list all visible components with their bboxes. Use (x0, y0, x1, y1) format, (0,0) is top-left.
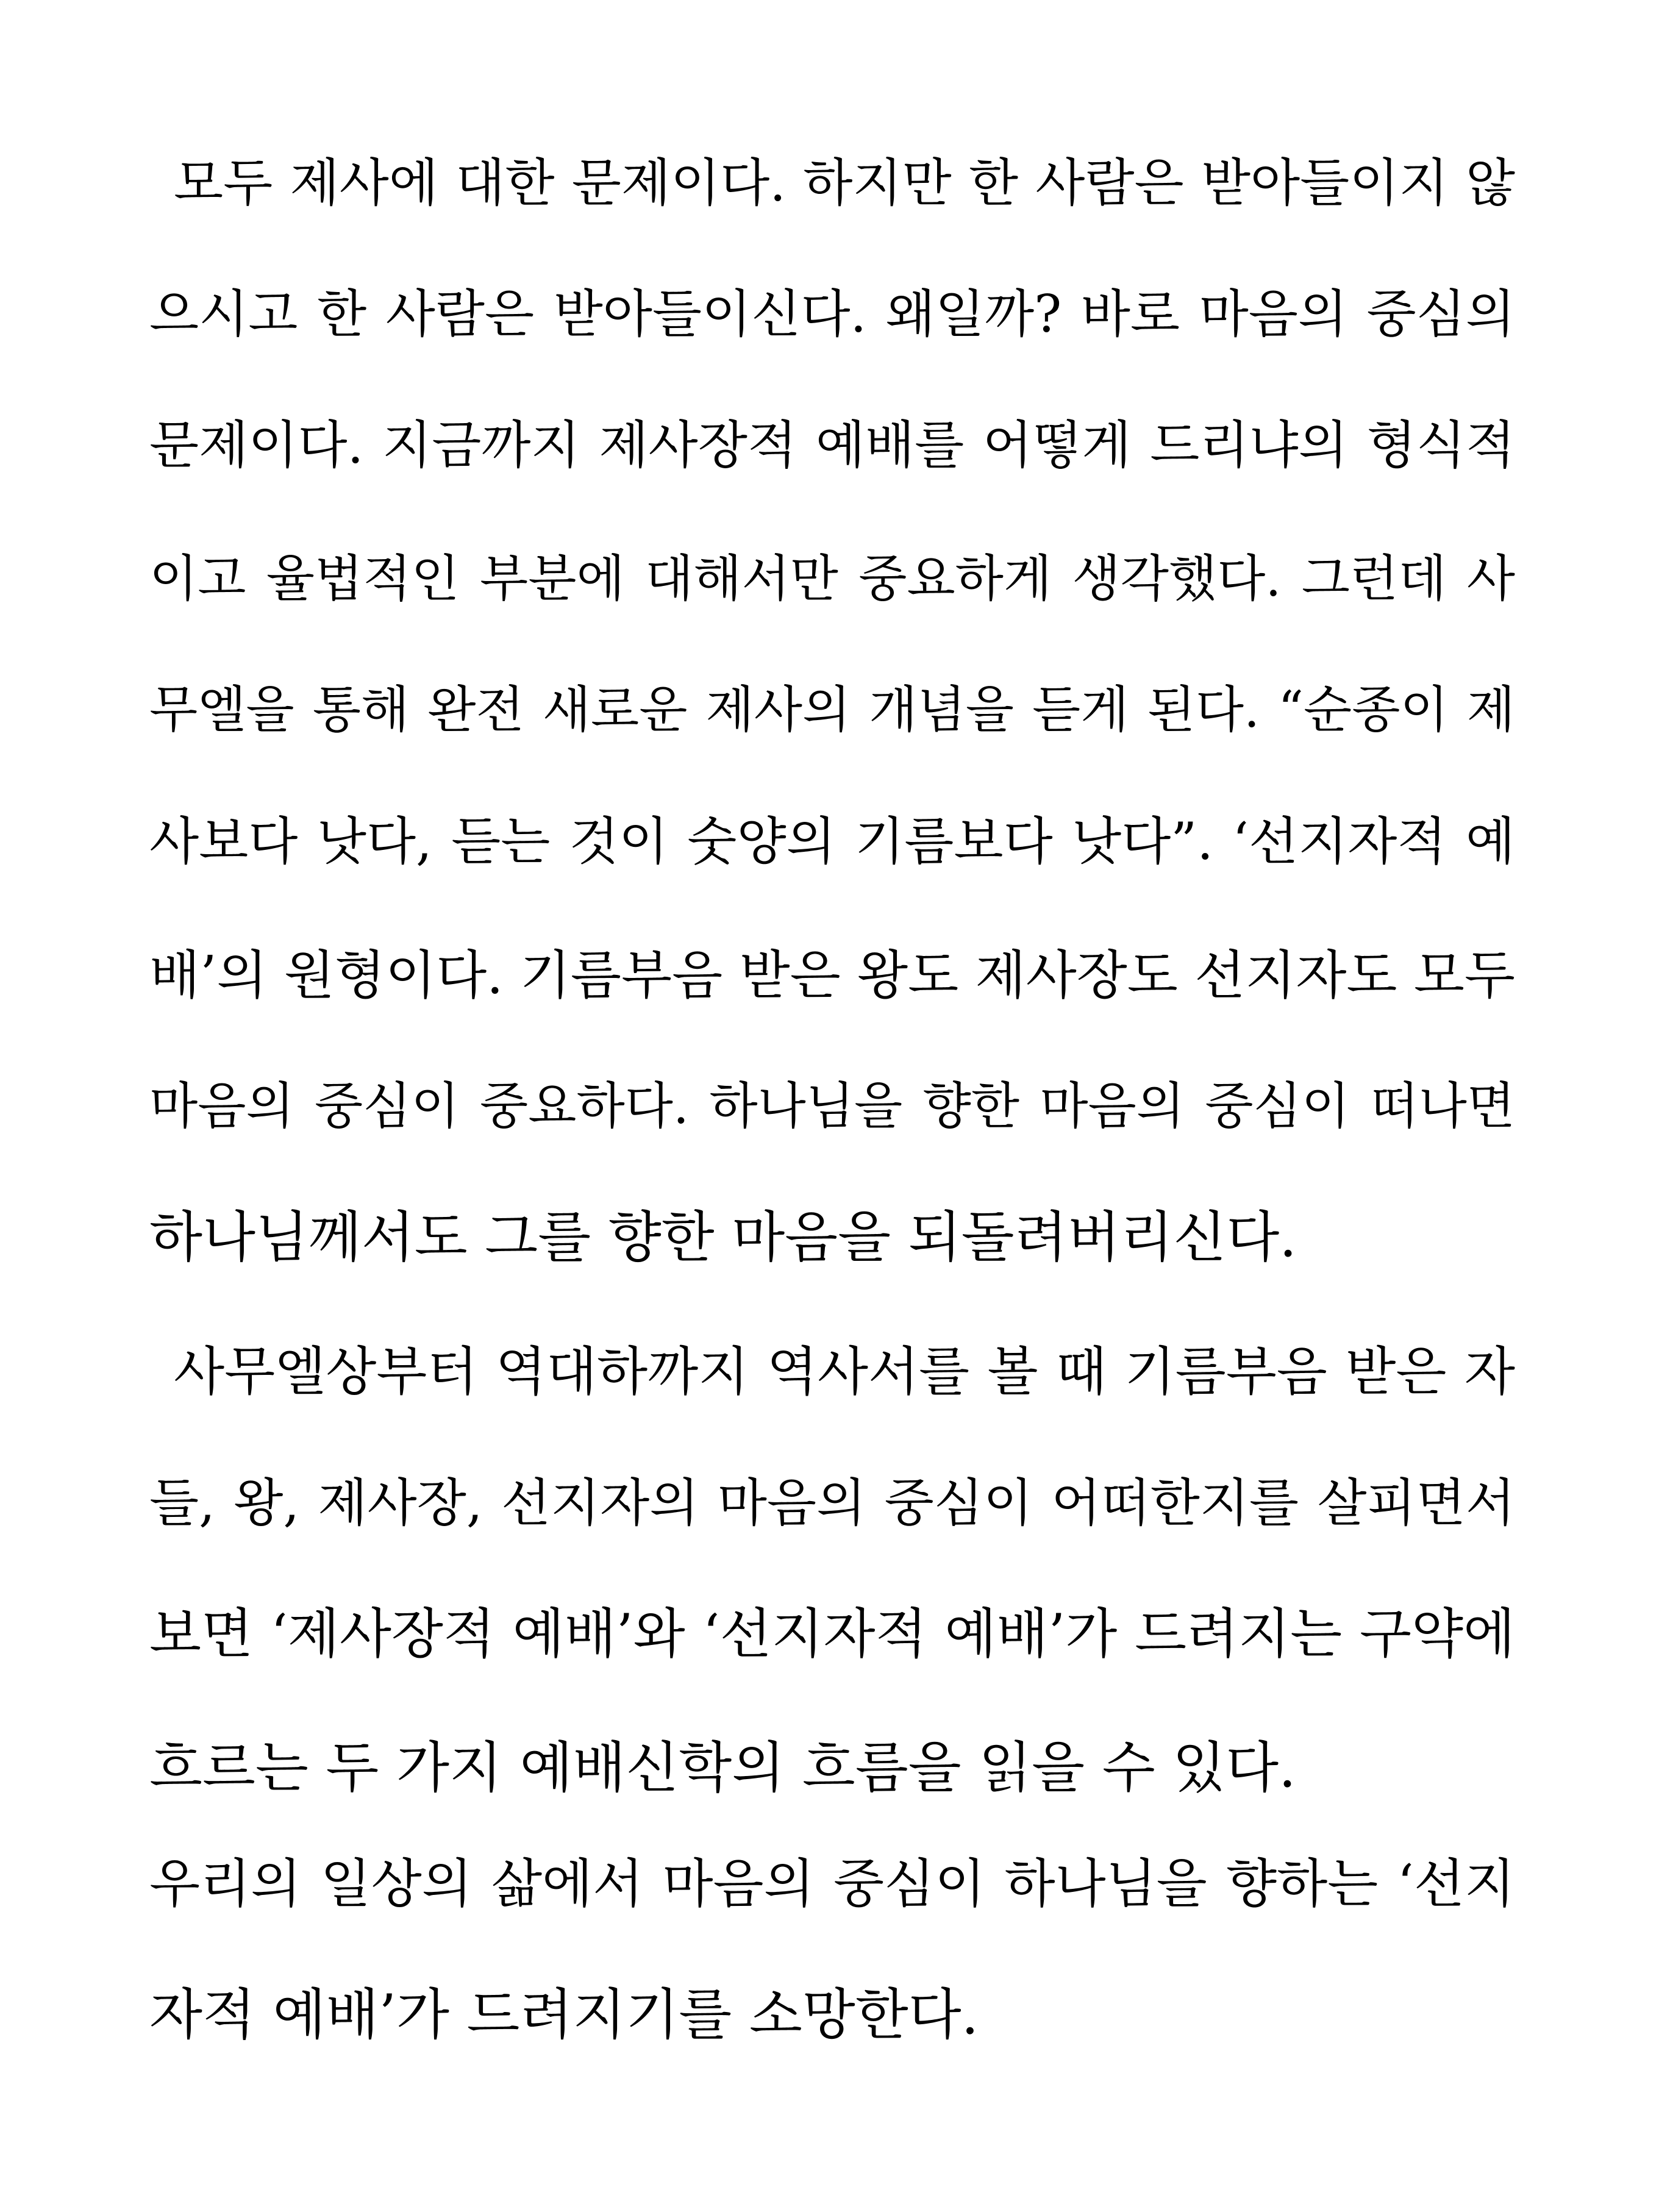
paragraph-1-line-9: 하나님께서도 그를 향한 마음을 되돌려버리신다. (149, 1205, 1297, 1269)
paragraph-1-line-2: 으시고 한 사람은 받아들이신다. 왜일까? 바로 마음의 중심의 (149, 284, 1515, 344)
paragraph-1-line-6: 사보다 낫다, 듣는 것이 숫양의 기름보다 낫다”. ‘선지자적 예 (149, 812, 1515, 871)
paragraph-3-line-2: 자적 예배’가 드려지기를 소망한다. (149, 1983, 979, 2047)
paragraph-3-line-1: 우리의 일상의 삶에서 마음의 중심이 하나님을 향하는 ‘선지 (149, 1853, 1515, 1914)
paragraph-2-line-3: 보면 ‘제사장적 예배’와 ‘선지자적 예배’가 드려지는 구약에 (149, 1602, 1515, 1665)
paragraph-2-line-4: 흐르는 두 가지 예배신학의 흐름을 읽을 수 있다. (149, 1736, 1296, 1800)
paragraph-2-line-1: 사무엘상부터 역대하까지 역사서를 볼 때 기름부음 받은 자 (174, 1341, 1515, 1402)
paragraph-1-line-1: 모두 제사에 대한 문제이다. 하지만 한 사람은 받아들이지 않 (174, 153, 1515, 213)
paragraph-1-line-4: 이고 율법적인 부분에 대해서만 중요하게 생각했다. 그런데 사 (149, 550, 1515, 608)
paragraph-1-line-5: 무엘을 통해 완전 새로운 제사의 개념을 듣게 된다. “순종이 제 (149, 681, 1515, 739)
paragraph-1-line-8: 마음의 중심이 중요하다. 하나님을 향한 마음의 중심이 떠나면 (149, 1077, 1515, 1135)
paragraph-1-line-7: 배’의 원형이다. 기름부음 받은 왕도 제사장도 선지자도 모두 (149, 945, 1515, 1006)
paragraph-2-line-2: 들, 왕, 제사장, 선지자의 마음의 중심이 어떠한지를 살피면서 (149, 1473, 1515, 1533)
paragraph-1-line-3: 문제이다. 지금까지 제사장적 예배를 어떻게 드리냐의 형식적 (149, 415, 1515, 475)
